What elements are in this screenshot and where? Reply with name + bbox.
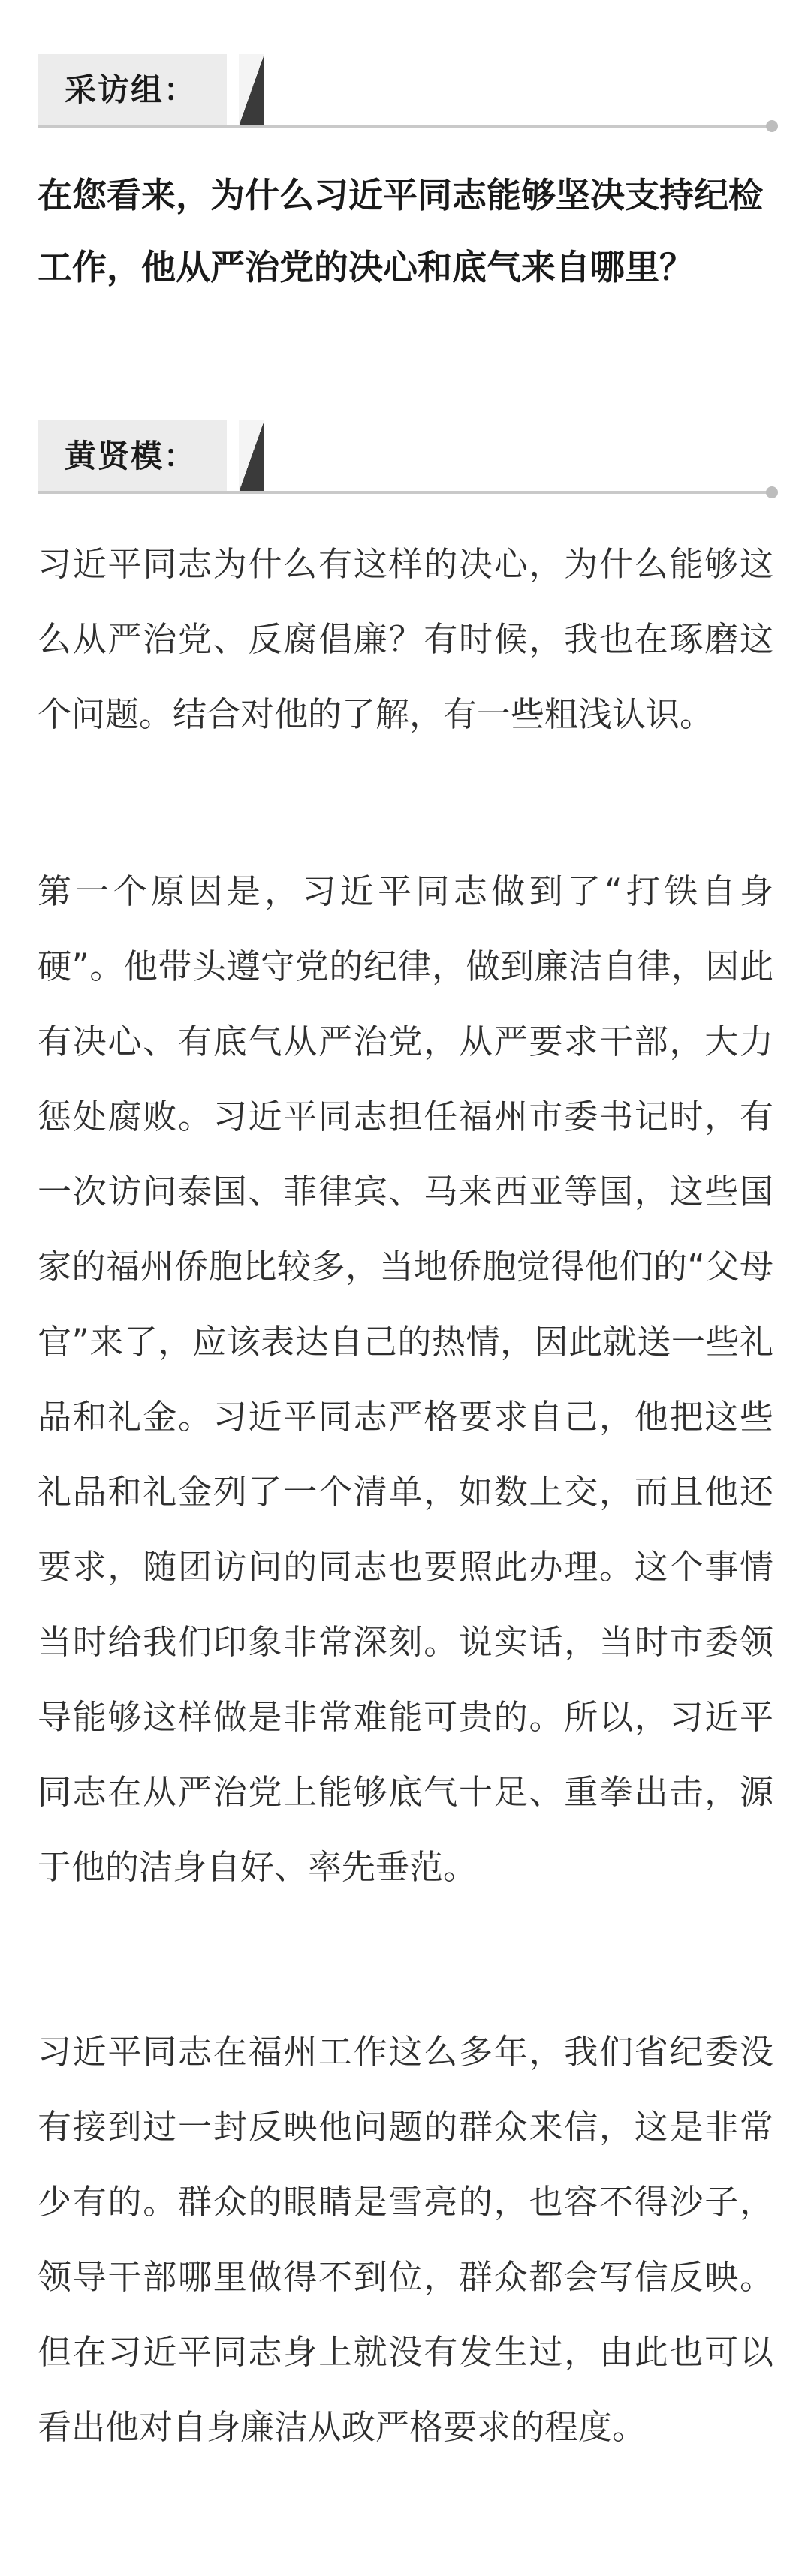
speaker-divider-line [38,125,773,128]
answer-paragraph-1: 习近平同志为什么有这样的决心，为什么能够这么从严治党、反腐倡廉？有时候，我也在琢磨这个问题。结合对他的了解，有一些粗浅认识。 [38,544,773,734]
speaker-divider-dot [766,120,778,132]
speaker-divider-dot [766,486,778,498]
speaker-tag-fold [239,54,264,126]
speaker-label-respondent: 黄贤模： [38,420,227,492]
speaker-divider-line [38,491,773,494]
answer-paragraph-3: 习近平同志在福州工作这么多年，我们省纪委没有接到过一封反映他问题的群众来信，这是非常少有的。群众的眼睛是雪亮的，也容不得沙子，领导干部哪里做得不到位，群众都会写信反映。但在习近平同志身上就没有发生过，由此也可以看出他对自身廉洁从政严格要求的程度。 [38,2032,773,2447]
answer-paragraph-2: 第一个原因是，习近平同志做到了“打铁自身硬”。他带头遵守党的纪律，做到廉洁自律，因此有决心、有底气从严治党，从严要求干部，大力惩处腐败。习近平同志担任福州市委书记时，有一次访问泰国、菲律宾、马来西亚等国，这些国家的福州侨胞比较多，当地侨胞觉得他们的“父母官”来了，应该表达自己的热情，因此就送一些礼品和礼金。习近平同志严格要求自己，他把这些礼品和礼金列了一个清单，如数上交，而且他还要求，随团访问的同志也要照此办理。这个事情当时给我们印象非常深刻。说实话，当时市委领导能够这样做是非常难能可贵的。所以，习近平同志在从严治党上能够底气十足、重拳出击，源于他的洁身自好、率先垂范。 [38,871,773,1887]
interview-question: 在您看来，为什么习近平同志能够坚决支持纪检工作，他从严治党的决心和底气来自哪里？ [38,175,763,287]
speaker-label-interviewer: 采访组： [38,54,227,126]
speaker-header-interviewer [38,54,773,137]
speaker-tag-fold [239,420,264,492]
speaker-header-respondent [38,420,773,503]
